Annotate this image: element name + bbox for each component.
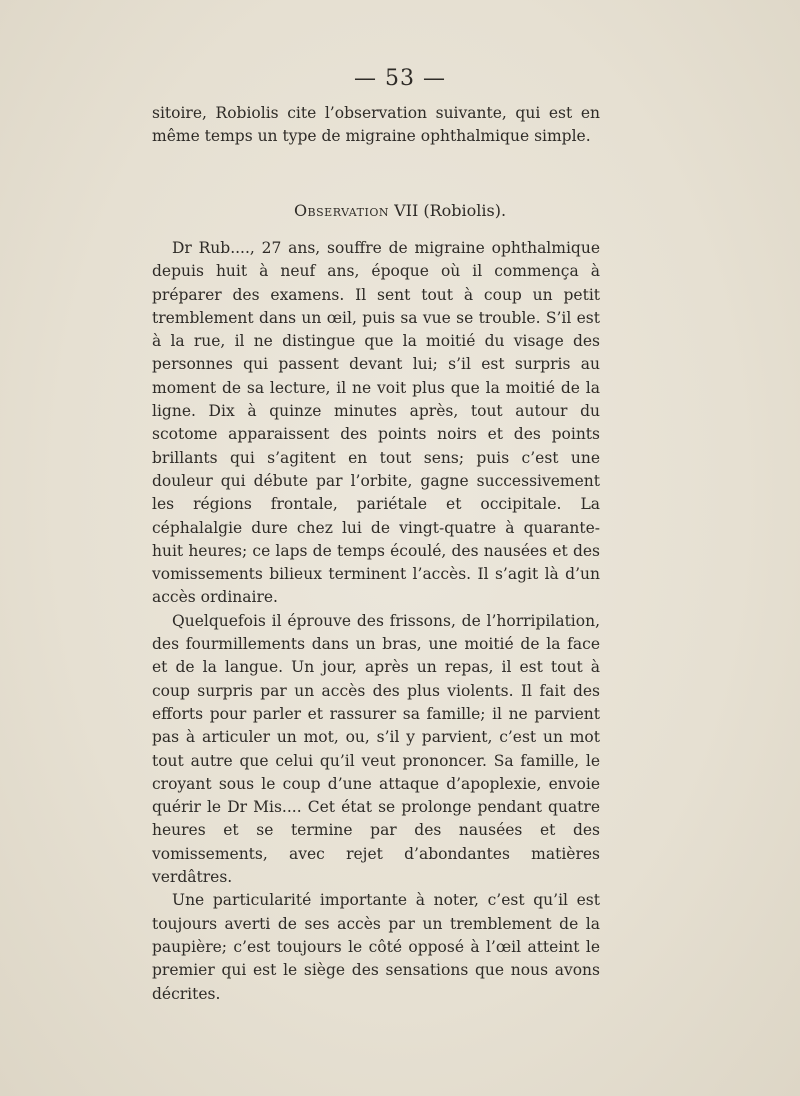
paragraph-symptoms: Dr Rub...., 27 ans, souffre de migraine ophthalmique depuis huit à neuf ans, époque où il commença à préparer des examens. Il sent tout à coup un petit tremblement dans un œil, puis sa vue se trouble. S’il est à la rue, il ne distingue que la moitié du visage des personnes qui passent devant lui; s’il est surpris au moment de sa lecture, il ne voit plus que la moitié de la ligne. Dix à quinze minutes après, tout autour du scotome apparaissent des points noirs et des points brillants qui s’agitent en tout sens; puis c’est une douleur qui débute par l’orbite, gagne successivement les régions frontale, pariétale et occipitale. La céphalalgie dure chez lui de vingt-quatre à quarante-huit heures; ce laps de temps écoulé, des nausées et des vomissements bilieux terminent l’accès. Il s’agit là d’un accès ordinaire. <box>152 239 600 607</box>
intro-paragraph: sitoire, Robiolis cite l’observation suivante, qui est en même temps un type de migraine ophthalmique simple. <box>152 104 600 146</box>
intro-block <box>152 102 600 149</box>
paragraph-attack: Quelquefois il éprouve des frissons, de l’horripilation, des fourmillements dans un bras, une moitié de la face et de la langue. Un jour, après un repas, il est tout à coup surpris par un accès des plus violents. Il fait des efforts pour parler et rassurer sa famille; il ne parvient pas à articuler un mot, ou, s’il y parvient, c’est un mot tout autre que celui qu’il veut prononcer. Sa famille, le croyant sous le coup d’une attaque d’apoplexie, envoie quérir le Dr Mis.... Cet état se prolonge pendant quatre heures et se termine par des nausées et des vomissements, avec rejet d’abondantes matières verdâtres. <box>152 611 600 887</box>
observation-label: Observation <box>293 201 389 220</box>
observation-body <box>152 237 600 1006</box>
observation-source: (Robiolis). <box>423 201 507 220</box>
page-number: — 53 — <box>354 66 446 91</box>
observation-heading <box>0 201 800 220</box>
observation-number: VII <box>394 201 419 220</box>
paragraph-particularity: Une particularité importante à noter, c’est qu’il est toujours averti de ses accès par un tremblement de la paupière; c’est toujours le côté opposé à l’œil atteint le premier qui est le siège des sensations que nous avons décrites. <box>152 891 600 1003</box>
